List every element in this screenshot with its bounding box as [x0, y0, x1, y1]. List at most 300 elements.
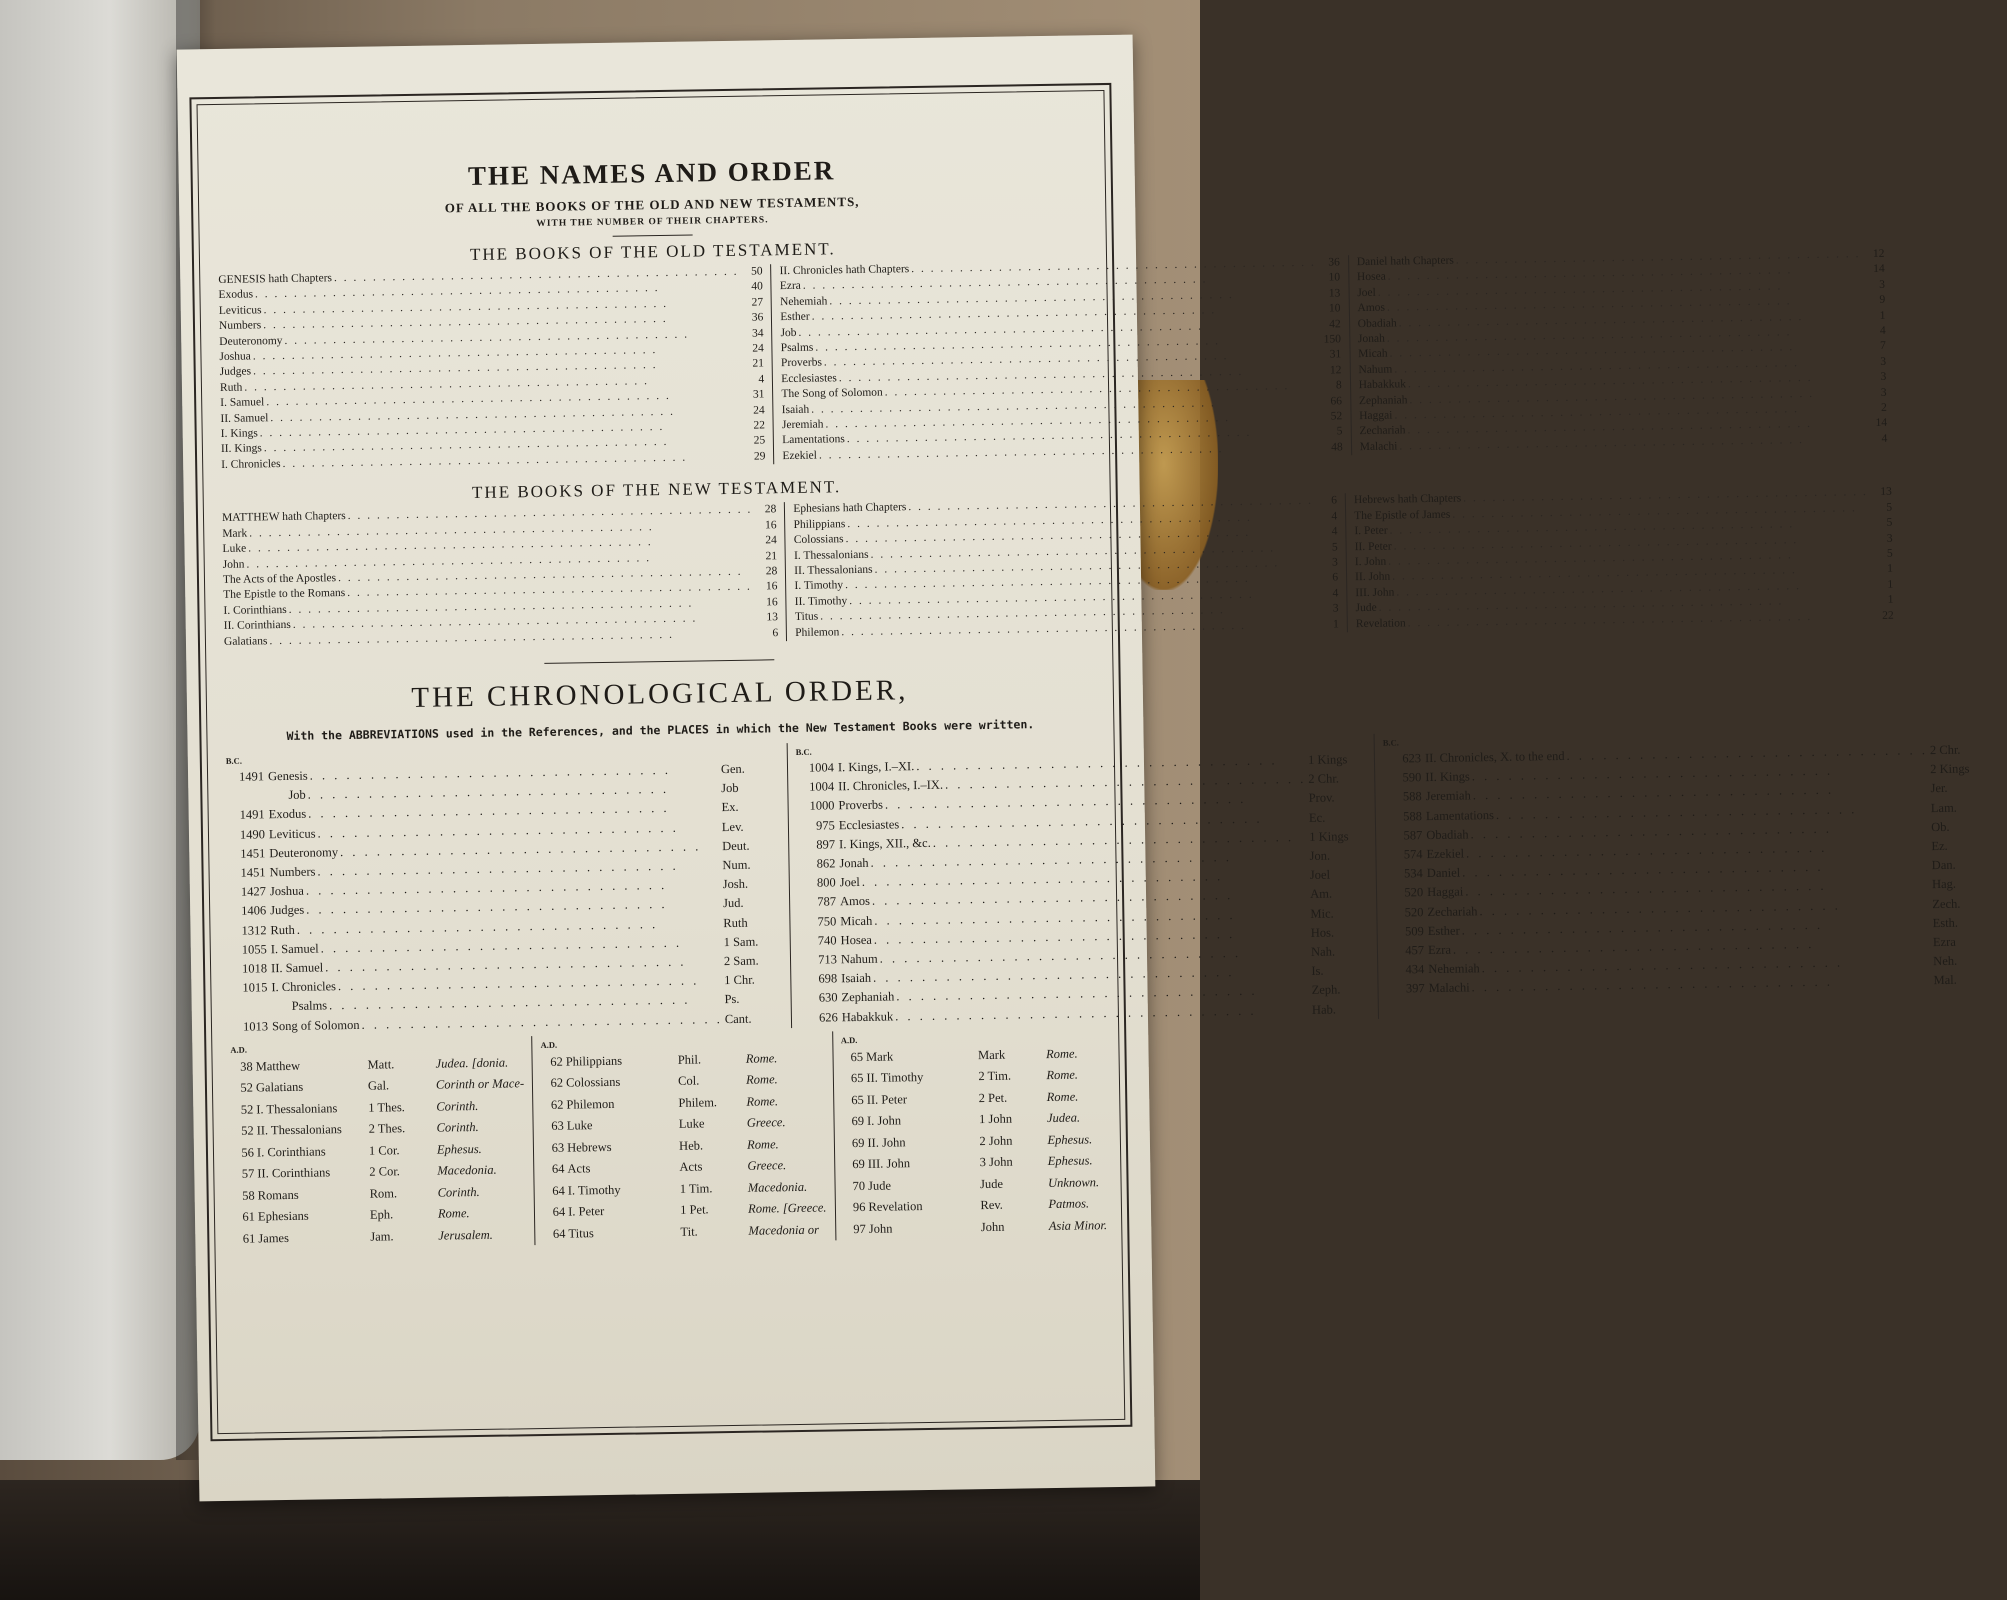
year: 1491 — [238, 769, 265, 784]
year: 1055 — [241, 942, 267, 957]
chapter-count: 16 — [766, 595, 778, 609]
chapter-count: 1 — [1879, 309, 1886, 322]
book-name: Habakkuk — [1358, 378, 1407, 392]
year: 862 — [816, 856, 836, 871]
chapter-count: 31 — [752, 388, 765, 401]
book-name: II. Thessalonians — [256, 1122, 342, 1138]
year: 520 — [1404, 904, 1424, 919]
chapter-count: 9 — [1879, 294, 1886, 307]
abbreviation: Num. — [722, 857, 751, 873]
book-name: Luke — [222, 542, 247, 556]
chapter-count: 10 — [1328, 302, 1341, 315]
abbreviation: Col. — [677, 1073, 700, 1089]
chapter-count: 4 — [1332, 587, 1339, 600]
book-name: I. Kings, XII., &c. — [838, 835, 931, 852]
book-name: Proverbs — [780, 356, 822, 370]
abbreviation: 1 John — [978, 1111, 1013, 1127]
year: 626 — [818, 1009, 838, 1025]
book-name: Daniel hath Chapters — [1356, 254, 1454, 269]
place-written: Rome. — [746, 1094, 779, 1109]
book-name: Numbers — [269, 864, 316, 880]
book-name: Nahum — [840, 951, 878, 967]
era-label: A.D. — [230, 1044, 247, 1055]
book-name: Hosea — [1356, 271, 1386, 284]
year: 1312 — [241, 922, 267, 938]
abbreviation: Philem. — [678, 1095, 718, 1110]
chapter-count: 36 — [751, 311, 764, 324]
place-written: Rome. — [1046, 1067, 1079, 1083]
abbreviation: Joel — [1309, 867, 1331, 883]
abbreviation: Phil. — [677, 1052, 702, 1067]
chapter-count: 4 — [758, 373, 765, 386]
book-name: Philippians — [565, 1053, 623, 1069]
chapter-count: 1 — [1887, 578, 1894, 591]
bc-column — [788, 734, 1380, 1028]
book-name: Ezekiel — [782, 449, 818, 463]
abbreviation: Zeph. — [1311, 982, 1341, 998]
book-name: Jude — [867, 1178, 892, 1193]
place-written: Jerusalem. — [438, 1227, 493, 1243]
book-name: I. John — [1354, 555, 1387, 569]
book-name: II. Chronicles, I.–IX. — [838, 777, 944, 794]
chapter-count: 24 — [765, 534, 777, 547]
chapter-count: 5 — [1886, 501, 1893, 514]
year: 897 — [816, 837, 836, 852]
book-name: Proverbs — [838, 797, 884, 813]
chapter-count: 6 — [772, 626, 779, 639]
year: 96 — [852, 1200, 866, 1215]
book-name: I. Timothy — [794, 579, 844, 593]
chapter-count: 4 — [1879, 324, 1886, 337]
book-name: Zechariah — [1427, 903, 1478, 919]
year: 623 — [1402, 751, 1422, 766]
book-name: Psalms — [291, 998, 328, 1014]
book-name: Lamentations — [1425, 807, 1495, 823]
chapter-count: 24 — [752, 342, 764, 355]
abbreviation: Ezra — [1932, 934, 1956, 950]
chapter-count: 28 — [765, 565, 778, 578]
book-name: Micah — [1358, 348, 1388, 361]
book-name: II. Kings — [1425, 769, 1470, 785]
ot-column — [210, 264, 774, 473]
year: 56 — [241, 1145, 255, 1160]
year: 698 — [818, 971, 838, 986]
chapter-count: 4 — [1881, 432, 1888, 445]
book-name: Daniel — [1426, 865, 1461, 881]
page-subsubtitle: WITH THE NUMBER OF THEIR CHAPTERS. — [536, 215, 769, 229]
book-name: Deuteronomy — [269, 844, 339, 860]
year: 740 — [817, 933, 837, 948]
book-name: Philippians — [793, 517, 846, 531]
abbreviation: Acts — [679, 1159, 703, 1175]
chapter-count: 16 — [765, 580, 778, 593]
book-name: Nehemiah — [1428, 961, 1480, 977]
year: 1018 — [241, 961, 268, 976]
book-name: II. John — [1355, 570, 1391, 584]
chapter-count: 4 — [1331, 525, 1338, 538]
era-label: A.D. — [540, 1039, 558, 1050]
abbreviation: Mark — [977, 1047, 1006, 1062]
year: 1406 — [241, 903, 267, 919]
chapter-count: 1 — [1887, 563, 1894, 576]
abbreviation: Nah. — [1310, 944, 1336, 959]
chapter-count: 12 — [1872, 247, 1885, 260]
nt-column — [785, 494, 1348, 641]
nt-column — [214, 502, 787, 650]
abbreviation: Rev. — [980, 1198, 1003, 1213]
place-written: Unknown. — [1047, 1175, 1100, 1190]
book-name: I. Timothy — [567, 1182, 621, 1198]
book-name: The Acts of the Apostles — [222, 572, 337, 586]
book-name: Joshua — [269, 883, 305, 899]
abbreviation: 3 John — [979, 1154, 1013, 1170]
chapter-count: 7 — [1880, 340, 1886, 353]
book-name: The Song of Solomon — [781, 386, 883, 401]
book-name: Acts — [567, 1161, 591, 1176]
abbreviation: Jude — [979, 1176, 1004, 1191]
chapter-count: 36 — [1328, 256, 1340, 269]
chapter-count: 13 — [766, 611, 779, 624]
page-subtitle: OF ALL THE BOOKS OF THE OLD AND NEW TESTAMENTS, — [444, 193, 860, 216]
year: 1004 — [809, 779, 835, 794]
book-name: Haggai — [1427, 884, 1464, 900]
book-name: Hebrews hath Chapters — [1353, 492, 1462, 507]
abbreviation: Ruth — [723, 915, 748, 930]
chapter-count: 8 — [1335, 379, 1342, 392]
era-label: B.C. — [225, 755, 242, 766]
place-written: Rome. — [1046, 1089, 1079, 1104]
book-name: John — [868, 1221, 893, 1236]
chapter-count: 42 — [1329, 317, 1341, 331]
book-name: Ecclesiastes — [838, 816, 900, 832]
book-name: I. Samuel — [270, 941, 319, 956]
book-name: Micah — [840, 913, 873, 928]
chapter-count: 3 — [1879, 278, 1886, 291]
book-name: Job — [780, 326, 797, 339]
abbreviation: Neh. — [1933, 953, 1958, 969]
chapter-count: 14 — [1875, 417, 1888, 430]
book-name: Galatians — [255, 1080, 304, 1095]
abbreviation: Lev. — [721, 819, 744, 834]
book-name: I. John — [866, 1113, 902, 1129]
abbreviation: 2 Kings — [1930, 761, 1970, 777]
year: 64 — [552, 1204, 566, 1220]
year: 63 — [551, 1118, 564, 1134]
book-name: Deuteronomy — [219, 334, 283, 348]
abbreviation: Hab. — [1311, 1002, 1337, 1017]
book-name: Zephaniah — [841, 989, 895, 1005]
year: 64 — [551, 1161, 565, 1177]
book-name: Leviticus — [268, 826, 316, 841]
year: 1013 — [242, 1018, 269, 1034]
page-title: THE NAMES AND ORDER — [467, 155, 836, 192]
chapter-count: 48 — [1331, 441, 1343, 454]
abbreviation: Hos. — [1310, 925, 1335, 940]
abbreviation: 1 Thes. — [368, 1099, 405, 1115]
year: 590 — [1402, 770, 1422, 785]
chapter-count: 3 — [1332, 556, 1338, 569]
bc-column — [1375, 724, 2000, 1019]
book-name: Psalms — [780, 341, 814, 355]
place-written: Ephesus. — [1047, 1153, 1093, 1169]
book-name: GENESIS hath Chapters — [218, 272, 333, 286]
year: 52 — [240, 1080, 254, 1096]
place-written: Rome. — [437, 1206, 470, 1221]
year: 1015 — [242, 980, 268, 995]
ad-column — [222, 1036, 535, 1250]
chapter-count: 14 — [1873, 263, 1885, 276]
chapter-count: 5 — [1886, 516, 1893, 529]
year: 574 — [1403, 847, 1423, 862]
year: 588 — [1402, 789, 1422, 804]
ad-row — [233, 1224, 526, 1250]
book-name: Haggai — [1359, 409, 1393, 423]
year: 63 — [551, 1140, 565, 1155]
year — [226, 786, 268, 806]
abbreviation: 2 Chr. — [1929, 742, 1961, 758]
abbreviation: Jud. — [722, 896, 744, 911]
book-name: II. Chronicles, X. to the end — [1424, 748, 1565, 766]
book-name: I. Corinthians — [256, 1144, 326, 1160]
chapter-count: 1 — [1887, 593, 1894, 606]
chapter-count: 3 — [1332, 602, 1339, 615]
book-name: Philemon — [566, 1096, 615, 1112]
book-name: Judges — [219, 365, 252, 379]
book-name: Ephesians — [257, 1208, 309, 1224]
abbreviation: 1 Sam. — [723, 934, 759, 949]
year: 57 — [241, 1166, 255, 1181]
book-name: Joshua — [219, 350, 251, 363]
book-name: Amos — [1357, 301, 1386, 315]
year: 509 — [1404, 923, 1424, 939]
book-name: Genesis — [267, 768, 308, 784]
page-content — [208, 95, 1970, 1431]
chapter-count: 3 — [1886, 532, 1893, 545]
place-written: Rome. — [747, 1137, 779, 1152]
book-name: Jonah — [839, 855, 869, 871]
chapter-count: 66 — [1330, 394, 1343, 408]
abbreviation: 1 Cor. — [368, 1143, 400, 1158]
chapter-count: 1 — [1333, 617, 1339, 631]
book-name: The Epistle of James — [1354, 508, 1451, 522]
book-name: II. Kings — [220, 442, 262, 456]
book-name: The Epistle to the Romans — [223, 587, 346, 602]
year: 787 — [817, 894, 837, 909]
book-name: Judges — [270, 903, 305, 918]
abbreviation: Am. — [1310, 886, 1333, 902]
book-name: II. Chronicles hath Chapters — [779, 263, 910, 278]
chapter-count: 5 — [1336, 425, 1343, 438]
year: 97 — [853, 1221, 866, 1236]
chapter-count: 150 — [1323, 333, 1342, 346]
chapter-count: 31 — [1329, 348, 1342, 361]
book-name: Luke — [566, 1118, 593, 1133]
book-name: II. Corinthians — [257, 1165, 331, 1181]
chapter-count: 34 — [751, 327, 764, 340]
year: 1490 — [239, 826, 266, 842]
book-name: Ruth — [219, 381, 243, 394]
book-name: Esther — [1427, 923, 1460, 938]
book-name: Titus — [568, 1225, 594, 1241]
abbreviation: Gal. — [367, 1078, 390, 1094]
year: 69 — [851, 1114, 865, 1129]
year: 62 — [550, 1054, 563, 1069]
year: 62 — [550, 1075, 564, 1091]
book-name: Habakkuk — [841, 1009, 894, 1024]
book-name: Ezekiel — [1426, 846, 1465, 862]
ad-column — [532, 1031, 836, 1245]
year: 630 — [818, 990, 838, 1006]
book-name: Isaiah — [841, 970, 872, 986]
book-name: Mark — [865, 1049, 894, 1064]
book-name: Numbers — [218, 319, 262, 333]
ot-column — [1349, 247, 1896, 456]
place-written: Judea. — [1046, 1110, 1081, 1126]
chapter-count: 50 — [750, 265, 763, 278]
chronological-subtitle: With the ABBREVIATIONS used in the References, and the PLACES in which the New Testament Books were written. — [286, 717, 1035, 743]
year — [230, 998, 272, 1018]
abbreviation: Josh. — [722, 876, 749, 892]
year: 713 — [818, 952, 838, 967]
place-written: Corinth or Mace- — [435, 1076, 525, 1092]
place-written: Corinth. — [437, 1184, 480, 1200]
abbreviation: 2 Tim. — [978, 1068, 1012, 1084]
book-name: Revelation — [868, 1199, 923, 1215]
book-name: Ephesians hath Chapters — [793, 501, 907, 516]
era-label: B.C. — [1382, 737, 1399, 748]
chapter-count: 10 — [1328, 271, 1341, 284]
chapter-count: 13 — [1328, 287, 1341, 300]
book-name: Zechariah — [1359, 424, 1406, 438]
chapter-count: 40 — [751, 280, 763, 294]
book-name: Exodus — [218, 288, 254, 302]
place-written: Judea. [donia. — [435, 1055, 509, 1071]
old-testament-heading: THE BOOKS OF THE OLD TESTAMENT. — [469, 239, 836, 265]
book-name: Jude — [1355, 601, 1377, 615]
abbreviation: Ob. — [1931, 819, 1950, 834]
book-name: I. Kings, I.–XI. — [837, 759, 915, 775]
book-name: II. Samuel — [270, 960, 324, 976]
chapter-count: 3 — [1880, 355, 1887, 368]
book-name: Ezra — [779, 280, 801, 293]
chapter-count: 24 — [753, 404, 765, 417]
year: 800 — [816, 875, 836, 890]
book-name: John — [222, 558, 245, 571]
chapter-count: 22 — [1882, 609, 1894, 622]
book-name: III. John — [1355, 586, 1395, 599]
book-name: Leviticus — [218, 304, 262, 317]
book-name: II. Samuel — [220, 411, 269, 425]
abbreviation: Ez. — [1931, 838, 1948, 854]
place-written: Macedonia or — [748, 1222, 820, 1238]
chapter-count: 12 — [1329, 364, 1342, 377]
place-written: Rome. — [745, 1072, 778, 1088]
chapter-count: 29 — [753, 450, 766, 463]
abbreviation: Jer. — [1930, 781, 1948, 796]
abbreviation: Prov. — [1308, 790, 1335, 806]
book-name: II. Timothy — [794, 594, 848, 608]
abbreviation: Jon. — [1309, 848, 1331, 863]
year: 1000 — [809, 798, 835, 814]
year: 65 — [850, 1071, 864, 1086]
place-written: Ephesus. — [436, 1141, 482, 1157]
year: 457 — [1405, 943, 1425, 958]
book-name: II. Peter — [866, 1092, 908, 1107]
abbreviation: 2 Chr. — [1308, 771, 1340, 787]
book-name: Obadiah — [1426, 827, 1469, 842]
year: 64 — [552, 1226, 566, 1241]
ad-row — [844, 1215, 1108, 1241]
book-name: Nehemiah — [779, 295, 828, 308]
book-name: Revelation — [1355, 616, 1406, 630]
abbreviation: Ec. — [1308, 810, 1326, 825]
year: 69 — [851, 1135, 865, 1150]
year: 1004 — [808, 760, 835, 775]
chapter-count: 52 — [1330, 410, 1343, 423]
abbreviation: Luke — [678, 1116, 705, 1132]
book-name: I. Chronicles — [271, 979, 337, 995]
year: 65 — [851, 1092, 864, 1107]
year: 520 — [1404, 885, 1424, 900]
era-label: A.D. — [840, 1034, 858, 1046]
year: 65 — [850, 1049, 864, 1064]
abbreviation: 2 Pet. — [978, 1090, 1008, 1105]
abbreviation: Zech. — [1932, 896, 1961, 911]
book-name: Titus — [794, 610, 819, 624]
book-name: Esther — [780, 310, 810, 324]
year: 975 — [815, 817, 835, 833]
abbreviation: Ps. — [724, 992, 740, 1007]
place-written: Ephesus. — [1047, 1132, 1093, 1147]
book-name: I. Peter — [1354, 524, 1388, 538]
ot-column — [771, 255, 1351, 464]
chapter-count: 5 — [1331, 540, 1338, 554]
book-name: Joel — [839, 875, 860, 890]
abbreviation: Cant. — [724, 1011, 752, 1026]
year: 434 — [1405, 962, 1425, 977]
abbreviation: 1 Pet. — [680, 1202, 709, 1218]
book-name: Obadiah — [1357, 317, 1397, 330]
chapter-count: 6 — [1332, 571, 1339, 584]
book-name: Malachi — [1359, 440, 1398, 453]
book-name: I. Chronicles — [221, 457, 281, 471]
book-name: Amos — [839, 894, 870, 909]
place-written: Greece. — [747, 1158, 787, 1174]
chapter-count: 27 — [751, 296, 764, 309]
abbreviation: Mic. — [1310, 906, 1334, 921]
book-name: Exodus — [268, 807, 307, 822]
place-written: Asia Minor. — [1048, 1217, 1108, 1233]
chapter-count: 16 — [764, 518, 777, 532]
abbreviation: Job — [721, 781, 739, 796]
chapter-count: 21 — [752, 357, 765, 371]
year: 61 — [242, 1231, 256, 1246]
book-name: II. Timothy — [866, 1070, 924, 1086]
abbreviation: Heb. — [679, 1138, 704, 1153]
book-name: Romans — [257, 1187, 299, 1203]
chapter-count: 5 — [1886, 547, 1893, 560]
chapter-count: 4 — [1331, 510, 1338, 523]
chapter-count: 25 — [753, 434, 766, 448]
year: 588 — [1403, 808, 1423, 823]
book-name: Jeremiah — [781, 418, 824, 432]
place-written: Greece. — [746, 1115, 786, 1131]
ad-table — [222, 1027, 1111, 1250]
book-name: I. Thessalonians — [793, 548, 869, 562]
ad-row — [543, 1219, 827, 1245]
abbreviation: Gen. — [720, 761, 745, 777]
place-written: Corinth. — [436, 1098, 479, 1114]
